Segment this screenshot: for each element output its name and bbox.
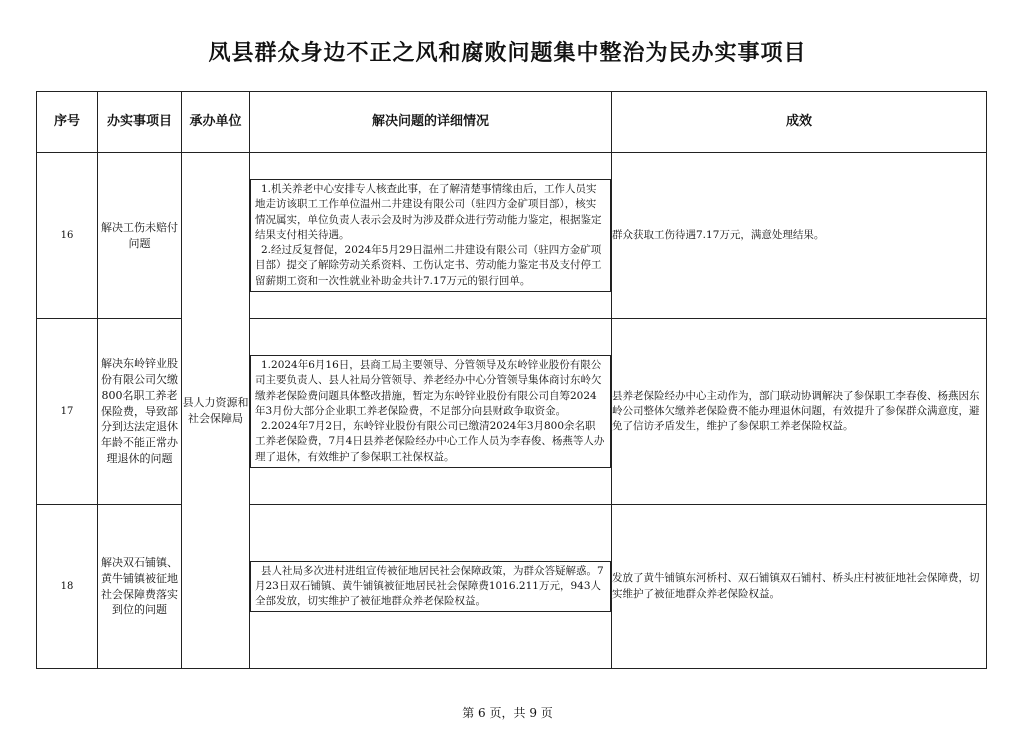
header-result: 成效: [612, 92, 987, 153]
responsible-unit: 县人力资源和社会保障局: [182, 153, 250, 669]
detail-paragraph: 1.2024年6月16日，县商工局主要领导、分管领导及东岭锌业股份有限公司主要负责人、县人社局分管领导、养老经办中心分管领导集体商讨东岭欠缴养老保险费问题具体整改措施，暂定为东岭锌业股份有限公司自筹2024年3月份大部分企业职工养老保险费，不足部分向县财政争取资金。: [255, 359, 602, 417]
table-row: [37, 319, 987, 505]
row-number: 18: [37, 505, 98, 669]
detail-cell: [250, 319, 612, 505]
row-number: 16: [37, 153, 98, 319]
page-footer: 第 6 页，共 9 页: [462, 706, 553, 720]
detail-paragraph: 2.经过反复督促，2024年5月29日温州二井建设有限公司（驻四方金矿项目部）提交了解除劳动关系资料、工伤认定书、劳动能力鉴定书及支付停工留薪期工资和一次性就业补助金共计7.17万元的银行回单。: [255, 244, 602, 287]
header-detail: 解决问题的详细情况: [250, 92, 612, 153]
table-header-row: [37, 92, 987, 153]
row-number: 17: [37, 319, 98, 505]
header-no: 序号: [37, 92, 98, 153]
page-title: 凤县群众身边不正之风和腐败问题集中整治为民办实事项目: [208, 40, 807, 66]
detail-paragraph: 县人社局多次进村进组宣传被征地居民社会保障政策，为群众答疑解惑。7月23日双石铺镇、黄牛铺镇被征地居民社会保障费1016.211万元，943人全部发放，切实维护了被征地群众养老保险权益。: [255, 564, 604, 608]
detail-box: [250, 355, 611, 468]
table-row: [37, 505, 987, 669]
detail-paragraph: 2.2024年7月2日，东岭锌业股份有限公司已缴清2024年3月800余名职工养老保险费，7月4日县养老保险经办中心工作人员为李春俊、杨燕等人办理了退休，有效维护了参保职工社保权益。: [255, 420, 605, 463]
project-table: [36, 91, 987, 669]
detail-box: [250, 179, 611, 292]
detail-cell: [250, 505, 612, 669]
header-dept: 承办单位: [182, 92, 250, 153]
project-name: 解决东岭锌业股份有限公司欠缴800名职工养老保险费，导致部分到达法定退休年龄不能正常办理退休的问题: [98, 319, 182, 505]
result-cell: 县养老保险经办中心主动作为，部门联动协调解决了参保职工李春俊、杨燕因东岭公司整体欠缴养老保险费不能办理退休问题，有效提升了参保群众满意度，避免了信访矛盾发生，维护了参保职工养老保险权益。: [612, 319, 987, 505]
header-item: 办实事项目: [98, 92, 182, 153]
detail-paragraph: 1.机关养老中心安排专人核查此事，在了解清楚事情缘由后，工作人员实地走访该职工工作单位温州二井建设有限公司（驻四方金矿项目部），核实情况属实，单位负责人表示会及时为涉及群众进行劳动能力鉴定，根据鉴定结果支付相关待遇。: [255, 183, 602, 241]
detail-cell: [250, 153, 612, 319]
result-cell: 发放了黄牛铺镇东河桥村、双石铺镇双石铺村、桥头庄村被征地社会保障费，切实维护了被征地群众养老保险权益。: [612, 505, 987, 669]
project-name: 解决工伤未赔付问题: [98, 153, 182, 319]
project-name: 解决双石铺镇、黄牛铺镇被征地社会保障费落实到位的问题: [98, 505, 182, 669]
result-cell: 群众获取工伤待遇7.17万元，满意处理结果。: [612, 153, 987, 319]
detail-box: [250, 561, 611, 613]
table-row: [37, 153, 987, 319]
